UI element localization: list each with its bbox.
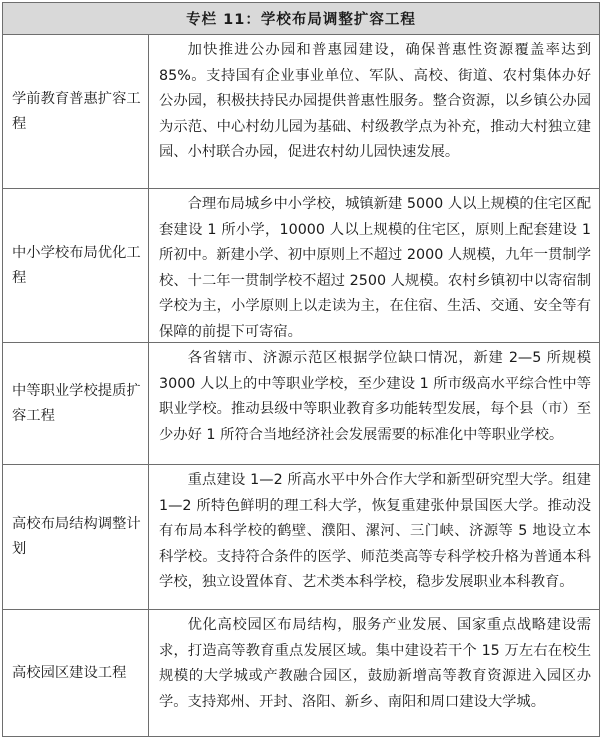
table-row xyxy=(3,343,599,465)
row-content: 优化高校园区布局结构，服务产业发展、国家重点战略建设需求，打造高等教育重点发展区域。集中建设若干个 15 万左右在校生规模的大学城或产教融合园区，鼓励新增高等教育资源进入园区办学。支持郑州、开封、洛阳、新乡、南阳和周口建设大学城。 xyxy=(159,617,591,710)
row-content: 加快推进公办园和普惠园建设，确保普惠性资源覆盖率达到 85%。支持国有企业事业单位、军队、高校、街道、农村集体办好公办园，积极扶持民办园提供普惠性服务。整合资源，以乡镇公办园为示范、中心村幼儿园为基础、村级教学点为补充，推动大村独立建园、小村联合办园，促进农村幼儿园快速发展。 xyxy=(159,42,591,161)
row-content: 合理布局城乡中小学校，城镇新建 5000 人以上规模的住宅区配套建设 1 所小学，10000 人以上规模的住宅区，原则上配套建设 1 所初中。新建小学、初中原则上不超过 2000 人规模，九年一贯制学校、十二年一贯制学校不超过 2500 人规模。农村乡镇初中以寄宿制学校为主，小学原则上以走读为主，在住宿、生活、交通、安全等有保障的前提下可寄宿。 xyxy=(159,196,591,340)
row-content: 重点建设 1—2 所高水平中外合作大学和新型研究型大学。组建 1—2 所特色鲜明的理工科大学，恢复重建张仲景国医大学。推动没有布局本科学校的鹤壁、濮阳、漯河、三门峡、济源等 5 地设立本科学校。支持符合条件的医学、师范类高等专科学校升格为普通本科学校，独立设置体育、艺术类本科学校，稳步发展职业本科教育。 xyxy=(159,472,591,591)
row-title: 高校布局结构调整计划 xyxy=(3,465,149,609)
panel-title: 专栏 11：学校布局调整扩容工程 xyxy=(3,3,599,35)
row-title: 中小学校布局优化工程 xyxy=(3,189,149,342)
row-title: 学前教育普惠扩容工程 xyxy=(3,35,149,188)
row-title: 中等职业学校提质扩容工程 xyxy=(3,343,149,464)
row-content: 各省辖市、济源示范区根据学位缺口情况，新建 2—5 所规模 3000 人以上的中等职业学校，至少建设 1 所市级高水平综合性中等职业学校。推动县级中等职业教育多功能转型发展，每个县（市）至少办好 1 所符合当地经济社会发展需要的标准化中等职业学校。 xyxy=(159,350,591,443)
table-row xyxy=(3,465,599,610)
table-row xyxy=(3,35,599,189)
table-row xyxy=(3,610,599,736)
table-row xyxy=(3,189,599,343)
row-title: 高校园区建设工程 xyxy=(3,610,149,736)
project-column-panel xyxy=(2,2,600,737)
